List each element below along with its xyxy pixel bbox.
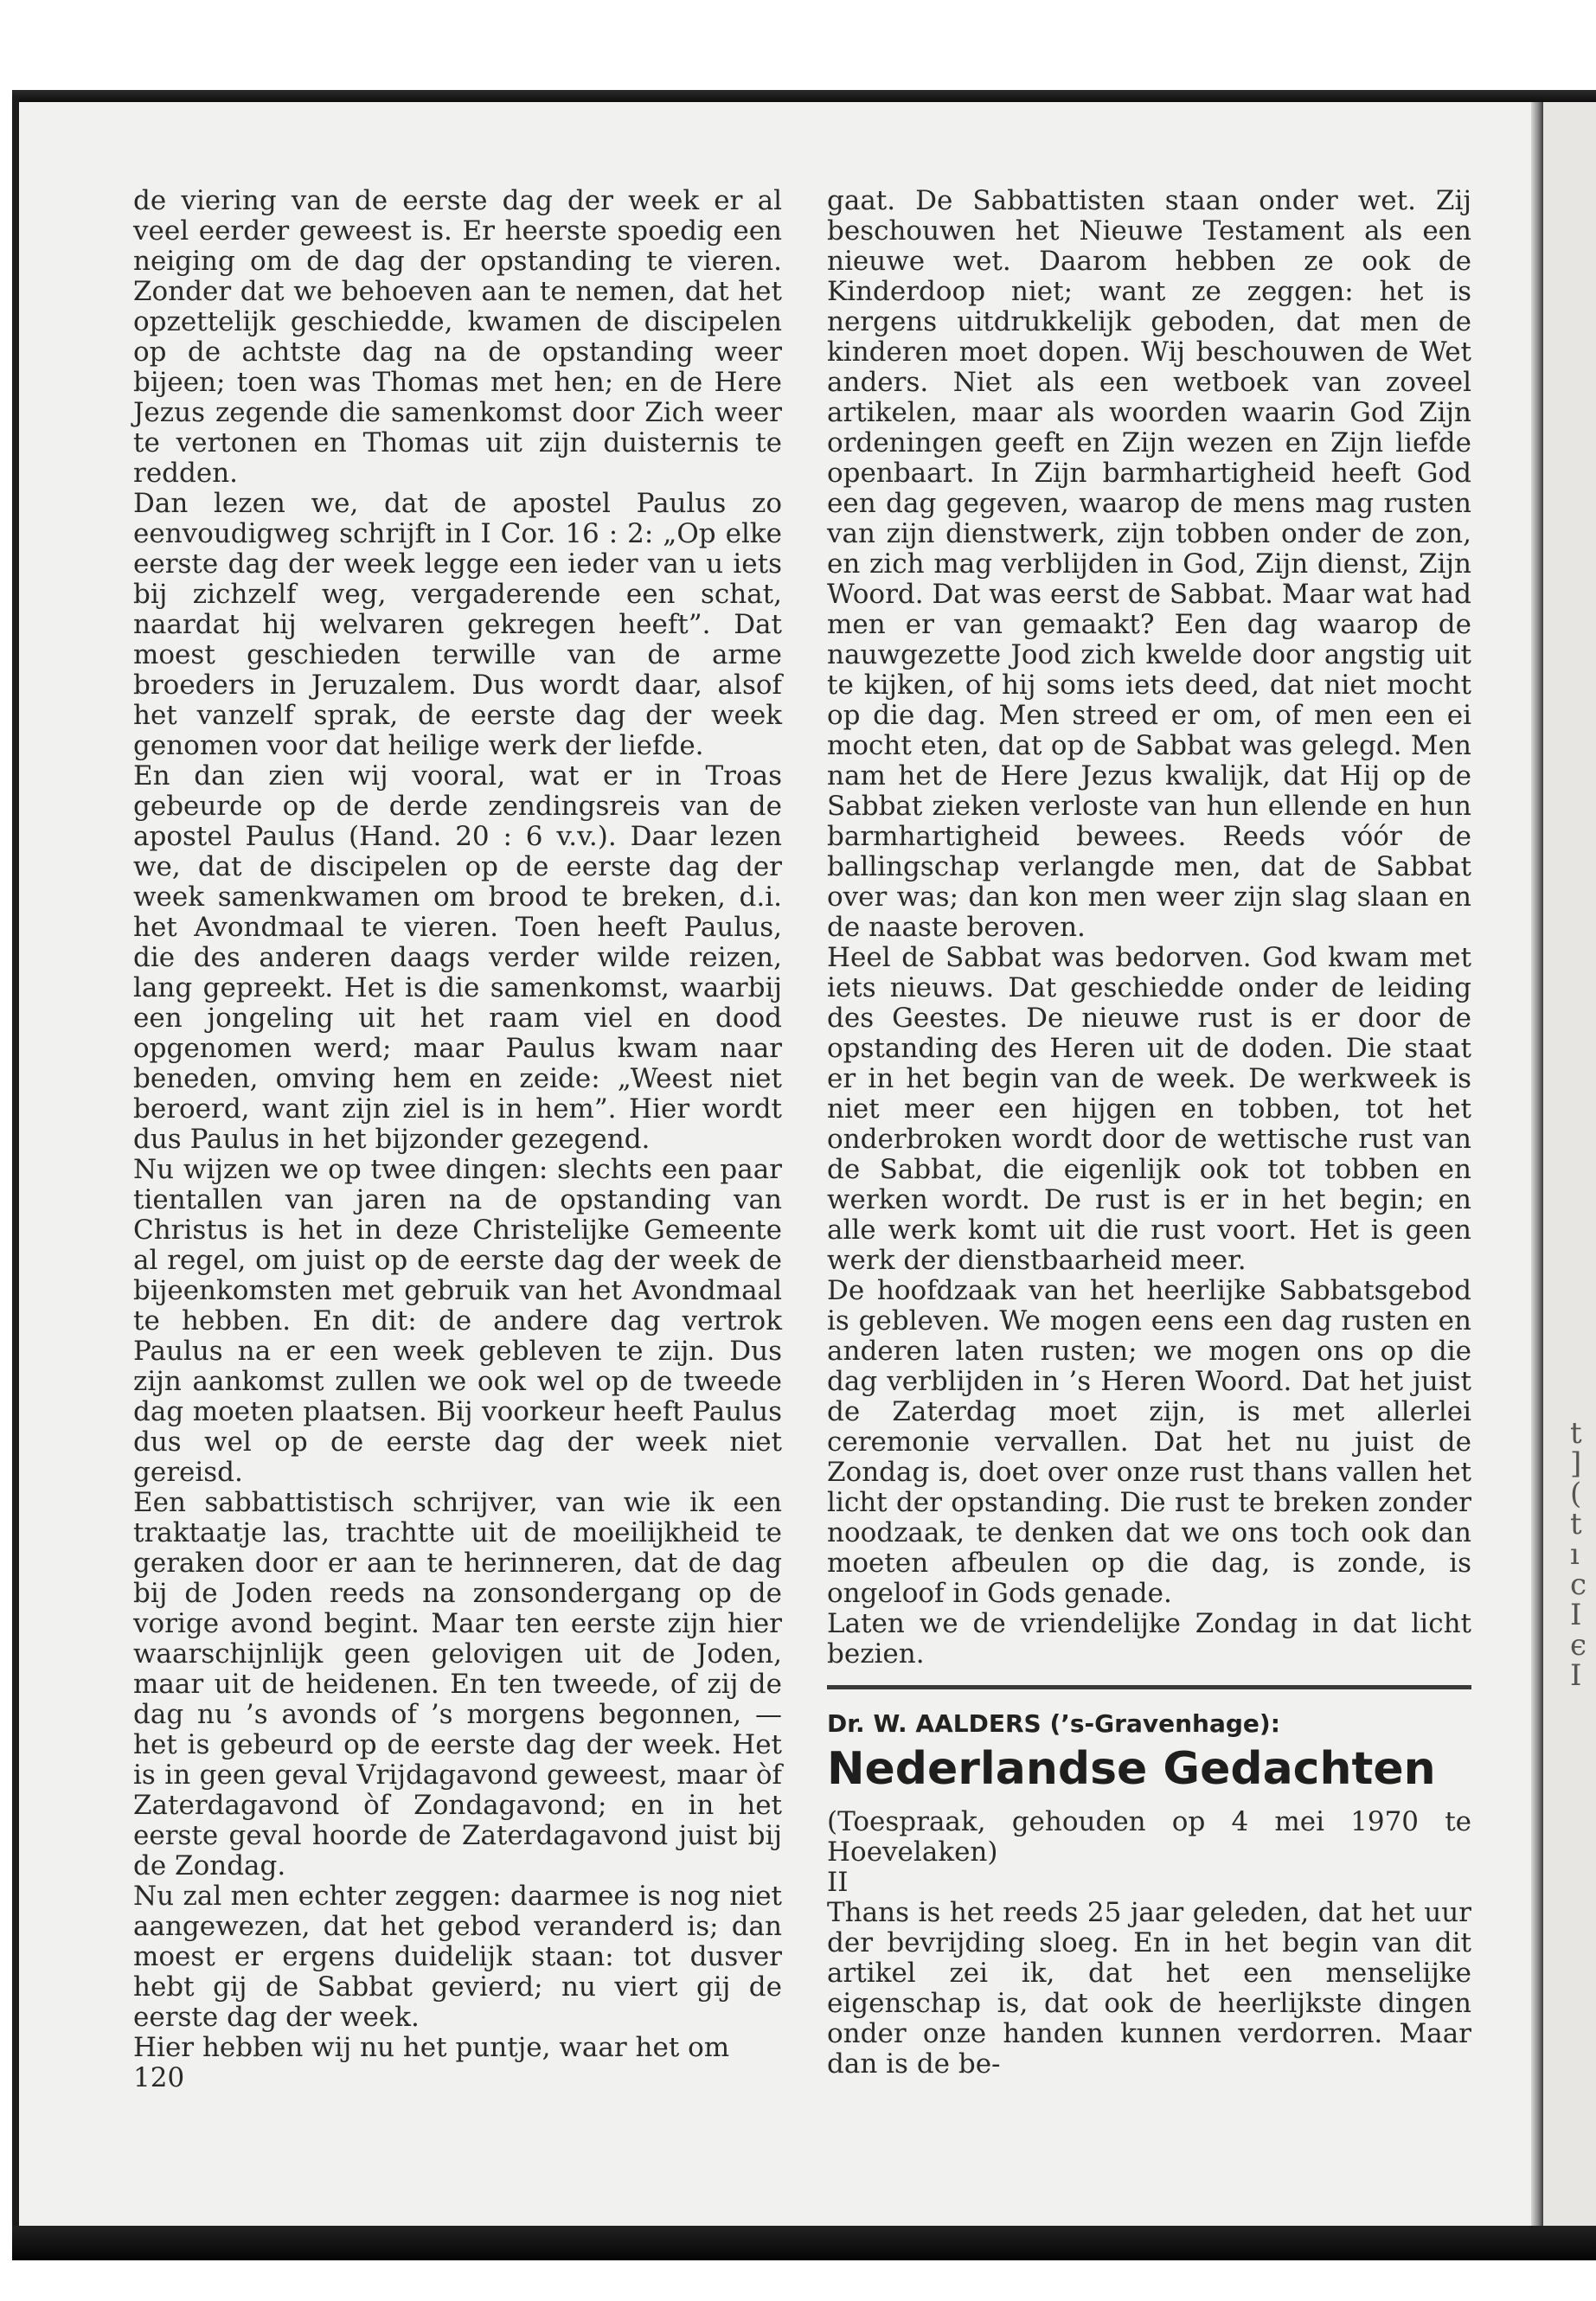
paragraph: de viering van de eerste dag der week er al veel eerder geweest is. Er heerste spoedig een neiging om de dag der opstanding te vieren. Zonder dat we behoeven aan te nemen, dat het opzettelijk geschiedde, kwamen de discipelen op de achtste dag na de opstanding weer bijeen; toen was Thomas met hen; en de Here Jezus zegende die samenkomst door Zich weer te vertonen en Thomas uit zijn duisternis te redden. (133, 185, 782, 489)
paragraph: Laten we de vriendelijke Zondag in dat licht bezien. (827, 1608, 1471, 1670)
paragraph: Een sabbattistisch schrijver, van wie ik een traktaatje las, trachtte uit de moeilijkheid te geraken door er aan te herinneren, dat de dag bij de Joden reeds na zonsondergang op de vorige avond begint. Maar ten eerste zijn hier waarschijnlijk geen gelovigen uit de Joden, maar uit de heidenen. En ten tweede, of zij de dag nu ’s avonds of ’s morgens begonnen, — het is gebeurd op de eerste dag der week. Het is in geen geval Vrijdagavond geweest, maar òf Zaterdagavond òf Zondagavond; en in het eerste geval hoorde de Zaterdagavond juist bij de Zondag. (133, 1487, 782, 1881)
scan-edge-left (12, 97, 19, 2259)
left-column (133, 186, 782, 2093)
scan-edge-bottom (12, 2226, 1596, 2260)
page-number: 120 (133, 2062, 185, 2093)
scan-margin-top (0, 0, 1596, 93)
book-gutter (1531, 102, 1543, 2226)
paragraph: En dan zien wij vooral, wat er in Troas gebeurde op de derde zendingsreis van de apostel Paulus (Hand. 20 : 6 v.v.). Daar lezen we, dat de discipelen op de eerste dag der week samenkwamen om brood te breken, d.i. het Avondmaal te vieren. Toen heeft Paulus, die des anderen daags verder wilde reizen, lang gepreekt. Het is die samenkomst, waarbij een jongeling uit het raam viel en dood opgenomen werd; maar Paulus kwam naar beneden, omving hem en zeide: „Weest niet beroerd, want zijn ziel is in hem”. Hier wordt dus Paulus in het bijzonder gezegend. (133, 760, 782, 1155)
right-column (827, 186, 1471, 2080)
scan-edge-top (12, 90, 1596, 102)
article-byline: Dr. W. AALDERS (’s-Gravenhage): (827, 1709, 1280, 1738)
paragraph: gaat. De Sabbattisten staan onder wet. Zij beschouwen het Nieuwe Testament als een nieuwe wet. Daarom hebben ze ook de Kinderdoop niet; want ze zeggen: het is nergens uitdrukkelijk geboden, dat men de kinderen moet dopen. Wij beschouwen de Wet anders. Niet als een wetboek van zoveel artikelen, maar als woorden waarin God Zijn ordeningen geeft en Zijn wezen en Zijn liefde openbaart. In Zijn barmhartigheid heeft God een dag gegeven, waarop de mens mag rusten van zijn dienstwerk, zijn tobben onder de zon, en zich mag verblijden in God, Zijn dienst, Zijn Woord. Dat was eerst de Sabbat. Maar wat had men er van gemaakt? Een dag waarop de nauwgezette Jood zich kwelde door angstig uit te kijken, of hij soms iets deed, dat niet mocht op die dag. Men streed er om, of men een ei mocht eten, dat op de Sabbat was gelegd. Men nam het de Here Jezus kwalijk, dat Hij op de Sabbat zieken verloste van hun ellende en hun barmhartigheid bewees. Reeds vóór de ballingschap verlangde men, dat de Sabbat over was; dan kon men weer zijn slag slaan en de naaste beroven. (827, 185, 1471, 943)
paragraph: De hoofdzaak van het heerlijke Sabbatsgebod is gebleven. We mogen eens een dag rusten en anderen laten rusten; we mogen ons op die dag verblijden in ’s Heren Woord. Dat het juist de Zaterdag moet zijn, is met allerlei ceremonie vervallen. Dat het nu juist de Zondag is, doet over onze rust thans vallen het licht der opstanding. Die rust te breken zonder noodzaak, te denken dat we ons toch ook dan moeten afbeulen op die dag, is zonde, is ongeloof in Gods genade. (827, 1275, 1471, 1609)
paragraph: Dan lezen we, dat de apostel Paulus zo eenvoudigweg schrijft in I Cor. 16 : 2: „Op elke eerste dag der week legge een ieder van u iets bij zichzelf weg, vergaderende een schat, naardat hij welvaren gekregen heeft”. Dat moest geschieden terwille van de arme broeders in Jeruzalem. Dus wordt daar, alsof het vanzelf sprak, de eerste dag der week genomen voor dat heilige werk der liefde. (133, 488, 782, 761)
facing-page-edge (1543, 102, 1596, 2226)
paragraph: Nu wijzen we op twee dingen: slechts een paar tientallen van jaren na de opstanding van Christus is het in deze Christelijke Gemeente al regel, om juist op de eerste dag der week de bijeenkomsten met gebruik van het Avondmaal te hebben. En dit: de andere dag vertrok Paulus na er een week gebleven te zijn. Dus zijn aankomst zullen we ook wel op de tweede dag moeten plaatsen. Bij voorkeur heeft Paulus dus wel op de eerste dag der week niet gereisd. (133, 1154, 782, 1488)
section-number: II (827, 1867, 849, 1898)
facing-page-glyphs: t ] ( t ı c I ϵ I (1570, 1419, 1587, 1691)
article-divider (827, 1685, 1471, 1689)
article-subtitle: (Toespraak, gehouden op 4 mei 1970 te Hoevelaken) (827, 1806, 1471, 1868)
paragraph: Nu zal men echter zeggen: daarmee is nog niet aangewezen, dat het gebod veranderd is; dan moest er ergens duidelijk staan: tot dusver hebt gij de Sabbat gevierd; nu viert gij de eerste dag der week. (133, 1881, 782, 2033)
article-body: Thans is het reeds 25 jaar geleden, dat het uur der bevrijding sloeg. En in het begin van dit artikel zei ik, dat het een menselijke eigenschap is, dat ook de heerlijkste dingen onder onze handen kunnen verdorren. Maar dan is de be- (827, 1897, 1471, 2080)
paragraph: Heel de Sabbat was bedorven. God kwam met iets nieuws. Dat geschiedde onder de leiding des Geestes. De nieuwe rust is er door de opstanding des Heren uit de doden. Die staat er in het begin van de week. De werkweek is niet meer een hijgen en tobben, tot het onderbroken wordt door de wettische rust van de Sabbat, die eigenlijk ook tot tobben en werken wordt. De rust is er in het begin; en alle werk komt uit die rust voort. Het is geen werk der dienstbaarheid meer. (827, 942, 1471, 1276)
paragraph: Hier hebben wij nu het puntje, waar het om (133, 2032, 730, 2063)
article-headline: Nederlandse Gedachten (827, 1743, 1436, 1795)
